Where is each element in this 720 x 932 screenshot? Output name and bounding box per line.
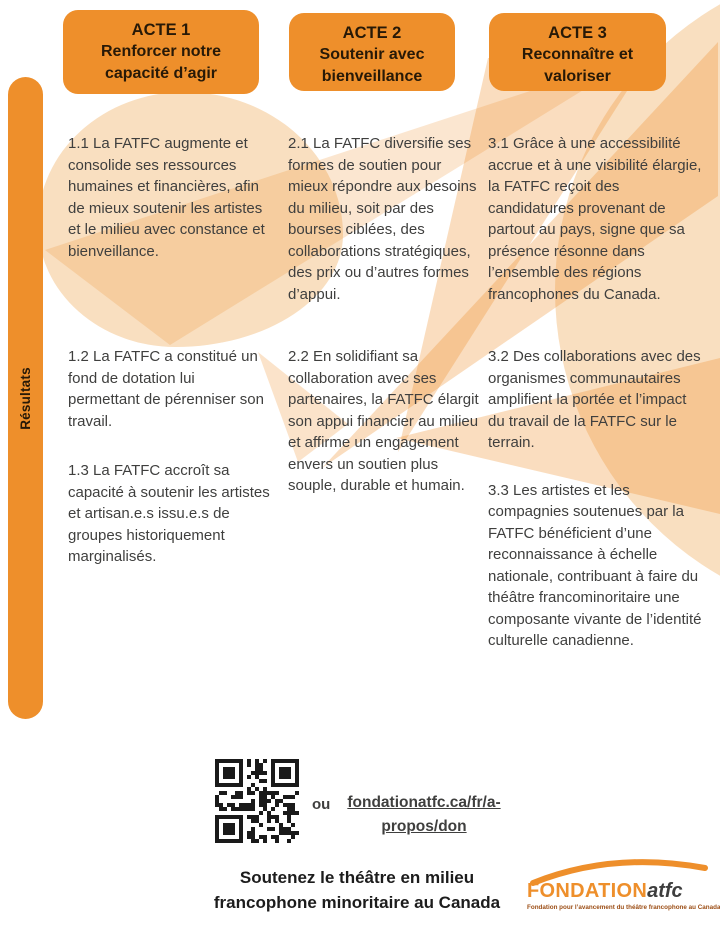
acte-1-title: ACTE 1 <box>131 21 191 39</box>
fondation-atfc-logo <box>527 858 720 911</box>
or-label: ou <box>312 796 331 813</box>
result-paragraph-3-2: 3.2 Des collaborations avec des organismes communautaires amplifient la portée et l’impact du travail de la FATFC sur le terrain. <box>488 348 701 451</box>
acte-2-subtitle: Soutenir avec bienveillance <box>319 46 425 85</box>
acte-2-header <box>289 13 455 91</box>
results-bar <box>8 77 43 719</box>
donation-link[interactable] <box>340 791 508 839</box>
acte-3-subtitle: Reconnaître et valoriser <box>521 46 634 85</box>
donation-link-line-1: fondationatfc.ca/fr/a- <box>347 794 501 811</box>
column-acte-1-row-2 <box>68 346 270 594</box>
column-acte-3-row-2 <box>488 346 702 678</box>
logo-tagline: Fondation pour l’avancement du théâtre francophone au Canada <box>527 904 720 911</box>
column-acte-2-row-1 <box>288 133 482 331</box>
logo-brand-secondary: atfc <box>647 880 683 902</box>
result-paragraph-3-3: 3.3 Les artistes et les compagnies soutenues par la FATFC bénéficient d’une reconnaissance à échelle nationale, contribuant à faire du théâtre francominoritaire une composante vivante de l’identité culturelle canadienne. <box>488 481 702 649</box>
acte-1-header <box>63 10 259 94</box>
support-message-line-1: Soutenez le théâtre en milieu <box>239 868 475 887</box>
column-acte-2-row-2 <box>288 346 482 523</box>
donation-link-line-2: propos/don <box>381 818 467 835</box>
result-paragraph-3-1: 3.1 Grâce à une accessibilité accrue et à une visibilité élargie, la FATFC reçoit des candidatures provenant de partout au pays, signe que sa présence résonne dans l’ensemble des régions francophones du Canada. <box>488 135 702 303</box>
support-message-line-2: francophone minoritaire au Canada <box>213 892 501 912</box>
qr-code <box>215 759 299 843</box>
result-paragraph-2-2: 2.2 En solidifiant sa collaboration avec ses partenaires, la FATFC élargit son appui financier au milieu et affirme un engagement envers un soutien plus souple, durable et humain. <box>288 348 479 494</box>
result-paragraph-1-1: 1.1 La FATFC augmente et consolide ses ressources humaines et financières, afin de mieux soutenir les artistes et le milieu avec constance et bienveillance. <box>68 135 265 260</box>
acte-3-header <box>489 13 666 91</box>
result-paragraph-2-1: 2.1 La FATFC diversifie ses formes de soutien pour mieux répondre aux besoins du milieu, soit par des bourses ciblées, des collaborations stratégiques, des prix ou d’autres formes d’appui. <box>288 135 477 303</box>
result-paragraph-1-2: 1.2 La FATFC a constitué un fond de dotation lui permettant de pérenniser son travail. <box>68 348 264 430</box>
column-acte-1-row-1 <box>68 133 270 288</box>
column-acte-3-row-1 <box>488 133 702 331</box>
acte-1-subtitle: Renforcer notre capacité d’agir <box>100 43 222 82</box>
logo-brand-primary: FONDATION <box>527 880 648 902</box>
acte-2-title: ACTE 2 <box>342 24 402 42</box>
result-paragraph-1-3: 1.3 La FATFC accroît sa capacité à soutenir les artistes et artisan.e.s issu.e.s de groupes historiquement marginalisés. <box>68 462 270 565</box>
acte-3-title: ACTE 3 <box>548 24 607 42</box>
results-bar-label: Résultats <box>18 366 34 430</box>
support-message <box>168 866 546 915</box>
